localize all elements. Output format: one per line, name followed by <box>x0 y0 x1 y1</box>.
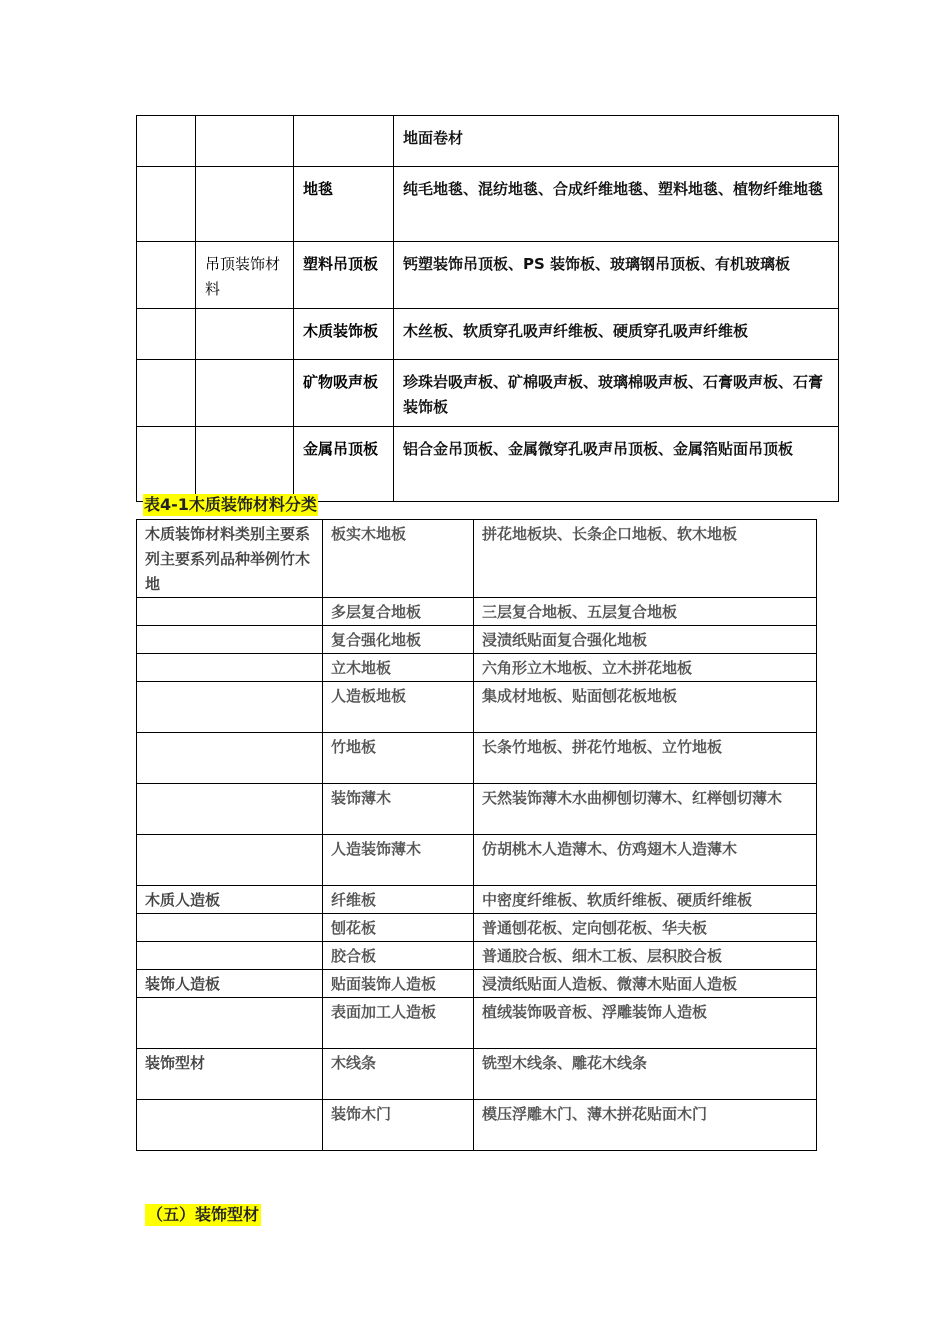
table-row <box>137 970 817 998</box>
table-cell <box>137 167 196 242</box>
table-cell: 木丝板、软质穿孔吸声纤维板、硬质穿孔吸声纤维板 <box>394 309 839 360</box>
table-cell <box>137 116 196 167</box>
examples-cell: 植绒装饰吸音板、浮雕装饰人造板 <box>474 998 817 1049</box>
category-cell <box>137 998 323 1049</box>
examples-cell: 模压浮雕木门、薄木拼花贴面木门 <box>474 1100 817 1151</box>
table-row <box>137 427 839 502</box>
category-cell <box>137 942 323 970</box>
table-cell: 地毯 <box>294 167 394 242</box>
series-cell: 复合强化地板 <box>323 626 474 654</box>
series-cell: 立木地板 <box>323 654 474 682</box>
table-title: 表4-1木质装饰材料分类 <box>144 495 317 514</box>
table-row <box>137 654 817 682</box>
series-cell: 板实木地板 <box>323 520 474 598</box>
table-row <box>137 682 817 733</box>
table-cell: 纯毛地毯、混纺地毯、合成纤维地毯、塑料地毯、植物纤维地毯 <box>394 167 839 242</box>
examples-cell: 浸渍纸贴面人造板、微薄木贴面人造板 <box>474 970 817 998</box>
wood-materials-table <box>136 519 817 1151</box>
table-cell <box>137 427 196 502</box>
category-cell <box>137 733 323 784</box>
table-row <box>137 520 817 598</box>
table-cell <box>196 116 294 167</box>
materials-table-continued <box>136 115 839 502</box>
category-cell: 木质人造板 <box>137 886 323 914</box>
table-row <box>137 309 839 360</box>
table-cell: 铝合金吊顶板、金属微穿孔吸声吊顶板、金属箔贴面吊顶板 <box>394 427 839 502</box>
table-row <box>137 1049 817 1100</box>
table-row <box>137 167 839 242</box>
examples-cell: 天然装饰薄木水曲柳刨切薄木、红榉刨切薄木 <box>474 784 817 835</box>
category-cell <box>137 914 323 942</box>
category-cell: 装饰型材 <box>137 1049 323 1100</box>
series-cell: 人造板地板 <box>323 682 474 733</box>
table-row <box>137 886 817 914</box>
table-cell <box>294 116 394 167</box>
series-cell: 竹地板 <box>323 733 474 784</box>
series-cell: 多层复合地板 <box>323 598 474 626</box>
examples-cell: 长条竹地板、拼花竹地板、立竹地板 <box>474 733 817 784</box>
table-row <box>137 598 817 626</box>
table-cell <box>137 360 196 427</box>
table-row <box>137 998 817 1049</box>
examples-cell: 浸渍纸贴面复合强化地板 <box>474 626 817 654</box>
category-cell <box>137 654 323 682</box>
examples-cell: 仿胡桃木人造薄木、仿鸡翅木人造薄木 <box>474 835 817 886</box>
table-row <box>137 360 839 427</box>
category-cell <box>137 1100 323 1151</box>
examples-cell: 中密度纤维板、软质纤维板、硬质纤维板 <box>474 886 817 914</box>
table-cell: 珍珠岩吸声板、矿棉吸声板、玻璃棉吸声板、石膏吸声板、石膏装饰板 <box>394 360 839 427</box>
series-cell: 贴面装饰人造板 <box>323 970 474 998</box>
table-cell: 吊顶装饰材料 <box>196 242 294 309</box>
table-row <box>137 835 817 886</box>
table-row <box>137 626 817 654</box>
category-cell <box>137 682 323 733</box>
table-row <box>137 942 817 970</box>
table-cell <box>196 167 294 242</box>
section-heading: （五）装饰型材 <box>147 1205 260 1224</box>
table-cell <box>137 242 196 309</box>
table-cell: 矿物吸声板 <box>294 360 394 427</box>
table-cell <box>196 309 294 360</box>
table-cell <box>196 360 294 427</box>
table-row <box>137 116 839 167</box>
category-cell <box>137 598 323 626</box>
category-cell: 装饰人造板 <box>137 970 323 998</box>
table-cell: 木质装饰板 <box>294 309 394 360</box>
examples-cell: 铣型木线条、雕花木线条 <box>474 1049 817 1100</box>
series-cell: 表面加工人造板 <box>323 998 474 1049</box>
table-row <box>137 784 817 835</box>
table-row <box>137 733 817 784</box>
series-cell: 胶合板 <box>323 942 474 970</box>
examples-cell: 六角形立木地板、立木拼花地板 <box>474 654 817 682</box>
series-cell: 装饰木门 <box>323 1100 474 1151</box>
series-cell: 人造装饰薄木 <box>323 835 474 886</box>
table-cell <box>137 309 196 360</box>
series-cell: 刨花板 <box>323 914 474 942</box>
table-cell: 地面卷材 <box>394 116 839 167</box>
table-row <box>137 242 839 309</box>
category-cell <box>137 784 323 835</box>
table-cell: 钙塑装饰吊顶板、PS 装饰板、玻璃钢吊顶板、有机玻璃板 <box>394 242 839 309</box>
table-cell: 塑料吊顶板 <box>294 242 394 309</box>
examples-cell: 普通刨花板、定向刨花板、华夫板 <box>474 914 817 942</box>
examples-cell: 集成材地板、贴面刨花板地板 <box>474 682 817 733</box>
examples-cell: 拼花地板块、长条企口地板、软木地板 <box>474 520 817 598</box>
examples-cell: 普通胶合板、细木工板、层积胶合板 <box>474 942 817 970</box>
series-cell: 纤维板 <box>323 886 474 914</box>
table-cell <box>196 427 294 502</box>
category-cell <box>137 626 323 654</box>
series-cell: 木线条 <box>323 1049 474 1100</box>
table-cell: 金属吊顶板 <box>294 427 394 502</box>
table-row <box>137 1100 817 1151</box>
examples-cell: 三层复合地板、五层复合地板 <box>474 598 817 626</box>
category-cell <box>137 835 323 886</box>
table-row <box>137 914 817 942</box>
series-cell: 装饰薄木 <box>323 784 474 835</box>
category-cell: 木质装饰材料类别主要系列主要系列品种举例竹木地 <box>137 520 323 598</box>
